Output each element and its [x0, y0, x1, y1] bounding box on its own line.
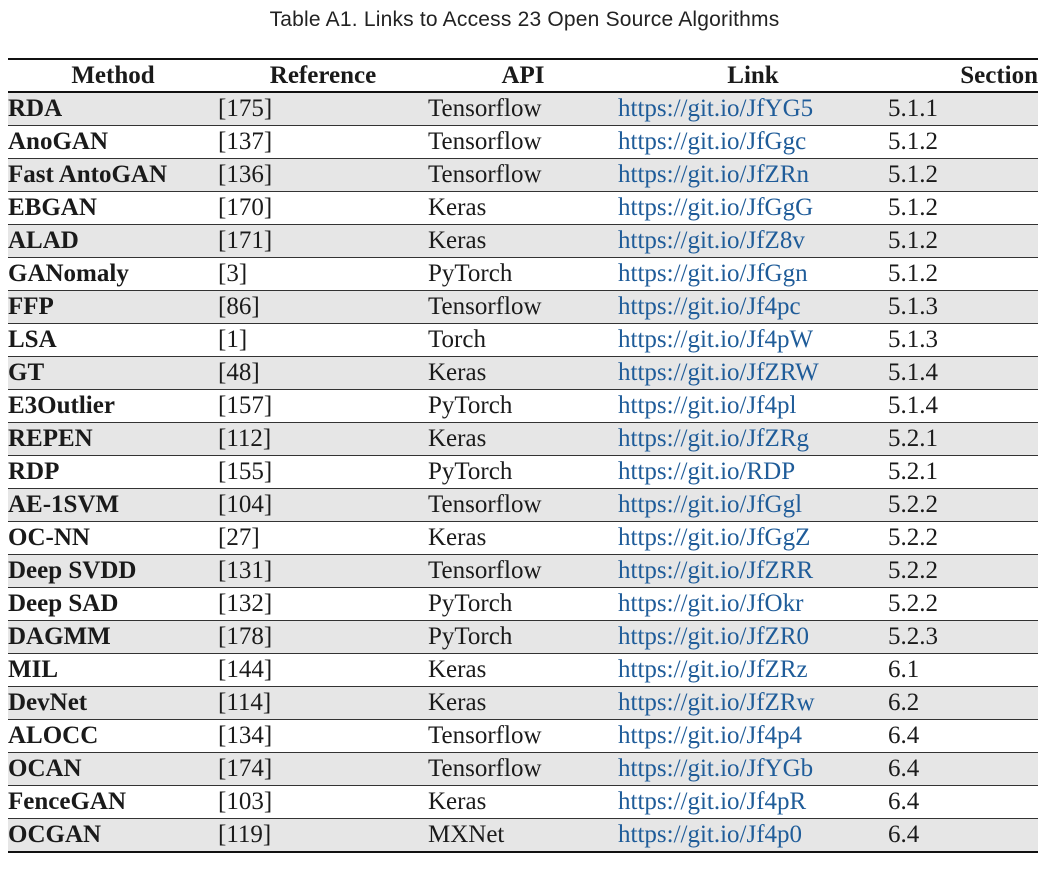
link-cell — [618, 357, 888, 390]
table-caption: Table A1. Links to Access 23 Open Source Algorithms — [269, 8, 780, 31]
section-cell: 5.2.2 — [888, 489, 1038, 522]
table-row — [8, 654, 1038, 687]
table-row — [8, 555, 1038, 588]
repo-link[interactable]: https://git.io/JfZRz — [618, 656, 808, 683]
api-cell: Tensorflow — [428, 159, 618, 192]
api-cell: Keras — [428, 192, 618, 225]
table-row — [8, 192, 1038, 225]
repo-link[interactable]: https://git.io/JfYGb — [618, 755, 814, 782]
section-cell: 5.2.1 — [888, 456, 1038, 489]
algorithms-table — [8, 58, 1038, 853]
reference-cell: [48] — [218, 357, 428, 390]
reference-cell: [170] — [218, 192, 428, 225]
link-cell — [618, 92, 888, 126]
api-cell: Keras — [428, 522, 618, 555]
table-row — [8, 786, 1038, 819]
repo-link[interactable]: https://git.io/JfYG5 — [618, 95, 814, 122]
table-row — [8, 92, 1038, 126]
section-cell: 5.1.4 — [888, 357, 1038, 390]
link-cell — [618, 786, 888, 819]
api-cell: Keras — [428, 786, 618, 819]
reference-cell: [155] — [218, 456, 428, 489]
method-cell: Deep SVDD — [8, 555, 218, 588]
table-row — [8, 456, 1038, 489]
repo-link[interactable]: https://git.io/Jf4pc — [618, 293, 801, 320]
section-cell: 5.1.2 — [888, 192, 1038, 225]
repo-link[interactable]: https://git.io/JfGgn — [618, 260, 808, 287]
method-cell: OC-NN — [8, 522, 218, 555]
link-cell — [618, 324, 888, 357]
api-cell: PyTorch — [428, 390, 618, 423]
section-cell: 6.2 — [888, 687, 1038, 720]
method-cell: RDP — [8, 456, 218, 489]
method-cell: Fast AntoGAN — [8, 159, 218, 192]
header-row — [8, 59, 1038, 92]
method-cell: Deep SAD — [8, 588, 218, 621]
table-row — [8, 819, 1038, 853]
section-cell: 6.4 — [888, 720, 1038, 753]
reference-cell: [134] — [218, 720, 428, 753]
link-cell — [618, 192, 888, 225]
api-cell: Keras — [428, 357, 618, 390]
method-cell: AE-1SVM — [8, 489, 218, 522]
table-row — [8, 126, 1038, 159]
reference-cell: [174] — [218, 753, 428, 786]
api-cell: Tensorflow — [428, 555, 618, 588]
section-cell: 5.1.2 — [888, 159, 1038, 192]
reference-cell: [1] — [218, 324, 428, 357]
reference-cell: [27] — [218, 522, 428, 555]
repo-link[interactable]: https://git.io/JfZRg — [618, 425, 809, 452]
reference-cell: [104] — [218, 489, 428, 522]
reference-cell: [171] — [218, 225, 428, 258]
section-cell: 6.4 — [888, 819, 1038, 853]
table-row — [8, 225, 1038, 258]
repo-link[interactable]: https://git.io/JfGgZ — [618, 524, 811, 551]
table-row — [8, 258, 1038, 291]
reference-cell: [114] — [218, 687, 428, 720]
repo-link[interactable]: https://git.io/JfGgG — [618, 194, 814, 221]
api-cell: Keras — [428, 423, 618, 456]
table-row — [8, 489, 1038, 522]
method-cell: LSA — [8, 324, 218, 357]
section-cell: 6.4 — [888, 786, 1038, 819]
reference-cell: [119] — [218, 819, 428, 853]
method-cell: AnoGAN — [8, 126, 218, 159]
reference-cell: [103] — [218, 786, 428, 819]
link-cell — [618, 654, 888, 687]
method-cell: DevNet — [8, 687, 218, 720]
api-cell: Keras — [428, 654, 618, 687]
reference-cell: [144] — [218, 654, 428, 687]
table-row — [8, 390, 1038, 423]
header-link: Link — [618, 59, 888, 92]
table-row — [8, 324, 1038, 357]
reference-cell: [132] — [218, 588, 428, 621]
repo-link[interactable]: https://git.io/JfZRw — [618, 689, 815, 716]
section-cell: 5.1.4 — [888, 390, 1038, 423]
link-cell — [618, 621, 888, 654]
header-api: API — [428, 59, 618, 92]
table-row — [8, 720, 1038, 753]
method-cell: OCGAN — [8, 819, 218, 853]
table-row — [8, 357, 1038, 390]
section-cell: 5.1.1 — [888, 92, 1038, 126]
link-cell — [618, 258, 888, 291]
method-cell: FenceGAN — [8, 786, 218, 819]
method-cell: MIL — [8, 654, 218, 687]
api-cell: PyTorch — [428, 588, 618, 621]
method-cell: GANomaly — [8, 258, 218, 291]
api-cell: Keras — [428, 225, 618, 258]
method-cell: RDA — [8, 92, 218, 126]
repo-link[interactable]: https://git.io/JfZ8v — [618, 227, 805, 254]
method-cell: FFP — [8, 291, 218, 324]
section-cell: 6.1 — [888, 654, 1038, 687]
link-cell — [618, 126, 888, 159]
section-cell: 5.1.2 — [888, 258, 1038, 291]
section-cell: 5.2.2 — [888, 588, 1038, 621]
header-method: Method — [8, 59, 218, 92]
api-cell: Tensorflow — [428, 489, 618, 522]
table-row — [8, 423, 1038, 456]
reference-cell: [112] — [218, 423, 428, 456]
section-cell: 5.2.3 — [888, 621, 1038, 654]
method-cell: ALOCC — [8, 720, 218, 753]
repo-link[interactable]: https://git.io/JfGgc — [618, 128, 807, 155]
link-cell — [618, 588, 888, 621]
api-cell: MXNet — [428, 819, 618, 853]
link-cell — [618, 159, 888, 192]
reference-cell: [86] — [218, 291, 428, 324]
reference-cell: [178] — [218, 621, 428, 654]
link-cell — [618, 522, 888, 555]
table-row — [8, 621, 1038, 654]
link-cell — [618, 753, 888, 786]
reference-cell: [131] — [218, 555, 428, 588]
repo-link[interactable]: https://git.io/RDP — [618, 458, 796, 485]
table-row — [8, 588, 1038, 621]
repo-link[interactable]: https://git.io/JfZRn — [618, 161, 809, 188]
repo-link[interactable]: https://git.io/JfZRW — [618, 359, 819, 386]
table-header — [8, 59, 1038, 92]
section-cell: 5.2.2 — [888, 522, 1038, 555]
api-cell: PyTorch — [428, 456, 618, 489]
method-cell: E3Outlier — [8, 390, 218, 423]
section-cell: 5.1.3 — [888, 291, 1038, 324]
repo-link[interactable]: https://git.io/Jf4pl — [618, 392, 797, 419]
method-cell: EBGAN — [8, 192, 218, 225]
section-cell: 5.1.3 — [888, 324, 1038, 357]
api-cell: Tensorflow — [428, 126, 618, 159]
reference-cell: [137] — [218, 126, 428, 159]
api-cell: Tensorflow — [428, 92, 618, 126]
table-row — [8, 291, 1038, 324]
link-cell — [618, 555, 888, 588]
repo-link[interactable]: https://git.io/Jf4pW — [618, 326, 814, 353]
method-cell: DAGMM — [8, 621, 218, 654]
method-cell: ALAD — [8, 225, 218, 258]
repo-link[interactable]: https://git.io/Jf4pR — [618, 788, 807, 815]
api-cell: Torch — [428, 324, 618, 357]
link-cell — [618, 489, 888, 522]
link-cell — [618, 423, 888, 456]
method-cell: GT — [8, 357, 218, 390]
api-cell: Tensorflow — [428, 753, 618, 786]
table-row — [8, 687, 1038, 720]
table-row — [8, 522, 1038, 555]
method-cell: REPEN — [8, 423, 218, 456]
reference-cell: [3] — [218, 258, 428, 291]
repo-link[interactable]: https://git.io/Jf4p4 — [618, 722, 803, 749]
table-body — [8, 92, 1038, 852]
repo-link[interactable]: https://git.io/JfOkr — [618, 590, 804, 617]
link-cell — [618, 819, 888, 853]
header-reference: Reference — [218, 59, 428, 92]
header-section: Section — [888, 59, 1038, 92]
table-row — [8, 753, 1038, 786]
section-cell: 5.1.2 — [888, 225, 1038, 258]
api-cell: Keras — [428, 687, 618, 720]
repo-link[interactable]: https://git.io/Jf4p0 — [618, 821, 803, 848]
table-row — [8, 159, 1038, 192]
repo-link[interactable]: https://git.io/JfZR0 — [618, 623, 809, 650]
section-cell: 5.2.1 — [888, 423, 1038, 456]
reference-cell: [136] — [218, 159, 428, 192]
api-cell: Tensorflow — [428, 720, 618, 753]
link-cell — [618, 225, 888, 258]
api-cell: PyTorch — [428, 621, 618, 654]
link-cell — [618, 456, 888, 489]
link-cell — [618, 390, 888, 423]
link-cell — [618, 687, 888, 720]
link-cell — [618, 291, 888, 324]
api-cell: PyTorch — [428, 258, 618, 291]
section-cell: 5.1.2 — [888, 126, 1038, 159]
reference-cell: [175] — [218, 92, 428, 126]
link-cell — [618, 720, 888, 753]
section-cell: 6.4 — [888, 753, 1038, 786]
method-cell: OCAN — [8, 753, 218, 786]
reference-cell: [157] — [218, 390, 428, 423]
api-cell: Tensorflow — [428, 291, 618, 324]
repo-link[interactable]: https://git.io/JfZRR — [618, 557, 814, 584]
repo-link[interactable]: https://git.io/JfGgl — [618, 491, 803, 518]
section-cell: 5.2.2 — [888, 555, 1038, 588]
